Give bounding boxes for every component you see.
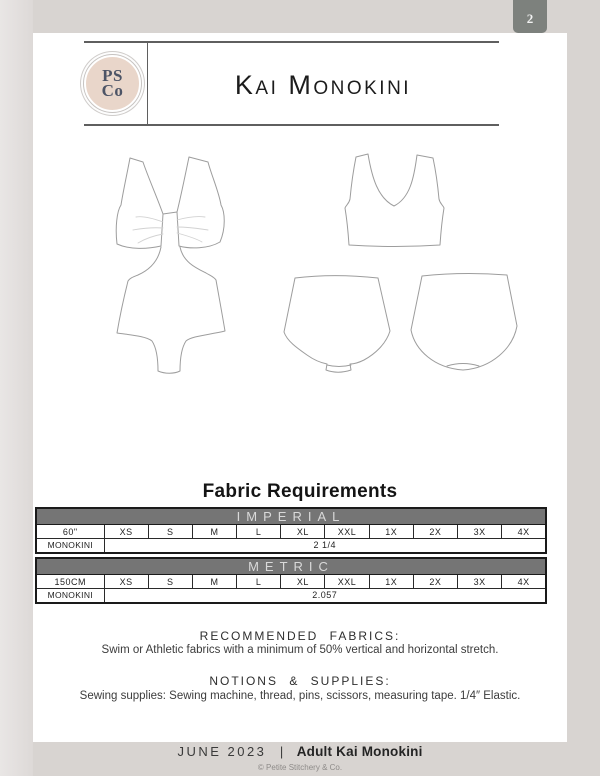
top-back-drawing — [345, 154, 444, 247]
pattern-title: Kai Monokini — [234, 70, 412, 100]
page-number: 2 — [526, 11, 534, 26]
monokini-front-lower-drawing — [117, 247, 225, 373]
metric-monokini-row — [36, 589, 546, 603]
yardage-value: 2 1/4 — [104, 539, 546, 553]
metric-table-header: METRIC — [36, 558, 546, 575]
logo-text-line2: Co — [101, 80, 124, 100]
metric-fabric-table — [35, 557, 547, 604]
recommended-fabrics-heading: RECOMMENDED FABRICS: — [199, 629, 401, 643]
logo-text-line1: PS — [102, 65, 123, 85]
footer — [0, 743, 600, 761]
recommended-fabrics-body: Swim or Athletic fabrics with a minimum of 50% vertical and horizontal stretch. — [101, 644, 499, 656]
footer-copyright: © Petite Stitchery & Co. — [257, 763, 343, 772]
imperial-fabric-table — [35, 507, 547, 554]
imperial-table-header: IMPERIAL — [36, 508, 546, 525]
monokini-front-twist-drawing — [163, 212, 177, 214]
metric-size-header-row: 150CM XS S M L XL XXL 1X 2X 3X 4X — [36, 575, 546, 589]
imperial-size-header-row: 60" XS S M L XL XXL 1X 2X 3X 4X — [36, 525, 546, 539]
document-page — [33, 33, 567, 742]
footer-divider: | — [279, 744, 284, 759]
garment-label: MONOKINI — [36, 589, 104, 603]
binding-edge-strip — [0, 0, 33, 776]
monokini-front-right-bodice-drawing — [177, 157, 224, 248]
imperial-monokini-row — [36, 539, 546, 553]
section-title: Fabric Requirements — [202, 481, 398, 502]
footer-date: JUNE 2023 — [177, 744, 267, 759]
notions-supplies-heading: NOTIONS & SUPPLIES: — [209, 674, 391, 688]
footer-doc-title: Adult Kai Monokini — [296, 744, 423, 759]
bottoms-back-drawing — [411, 274, 517, 370]
notions-supplies-body: Sewing supplies: Sewing machine, thread, pins, scissors, measuring tape. 1/4″ Elastic. — [79, 690, 521, 702]
garment-label: MONOKINI — [36, 539, 104, 553]
monokini-front-left-bodice-drawing — [116, 158, 163, 248]
page-number-tab — [513, 0, 547, 33]
bottoms-front-drawing — [284, 276, 390, 373]
meterage-value: 2.057 — [104, 589, 546, 603]
fabric-width-cell: 150CM — [36, 575, 104, 589]
fabric-width-cell: 60" — [36, 525, 104, 539]
